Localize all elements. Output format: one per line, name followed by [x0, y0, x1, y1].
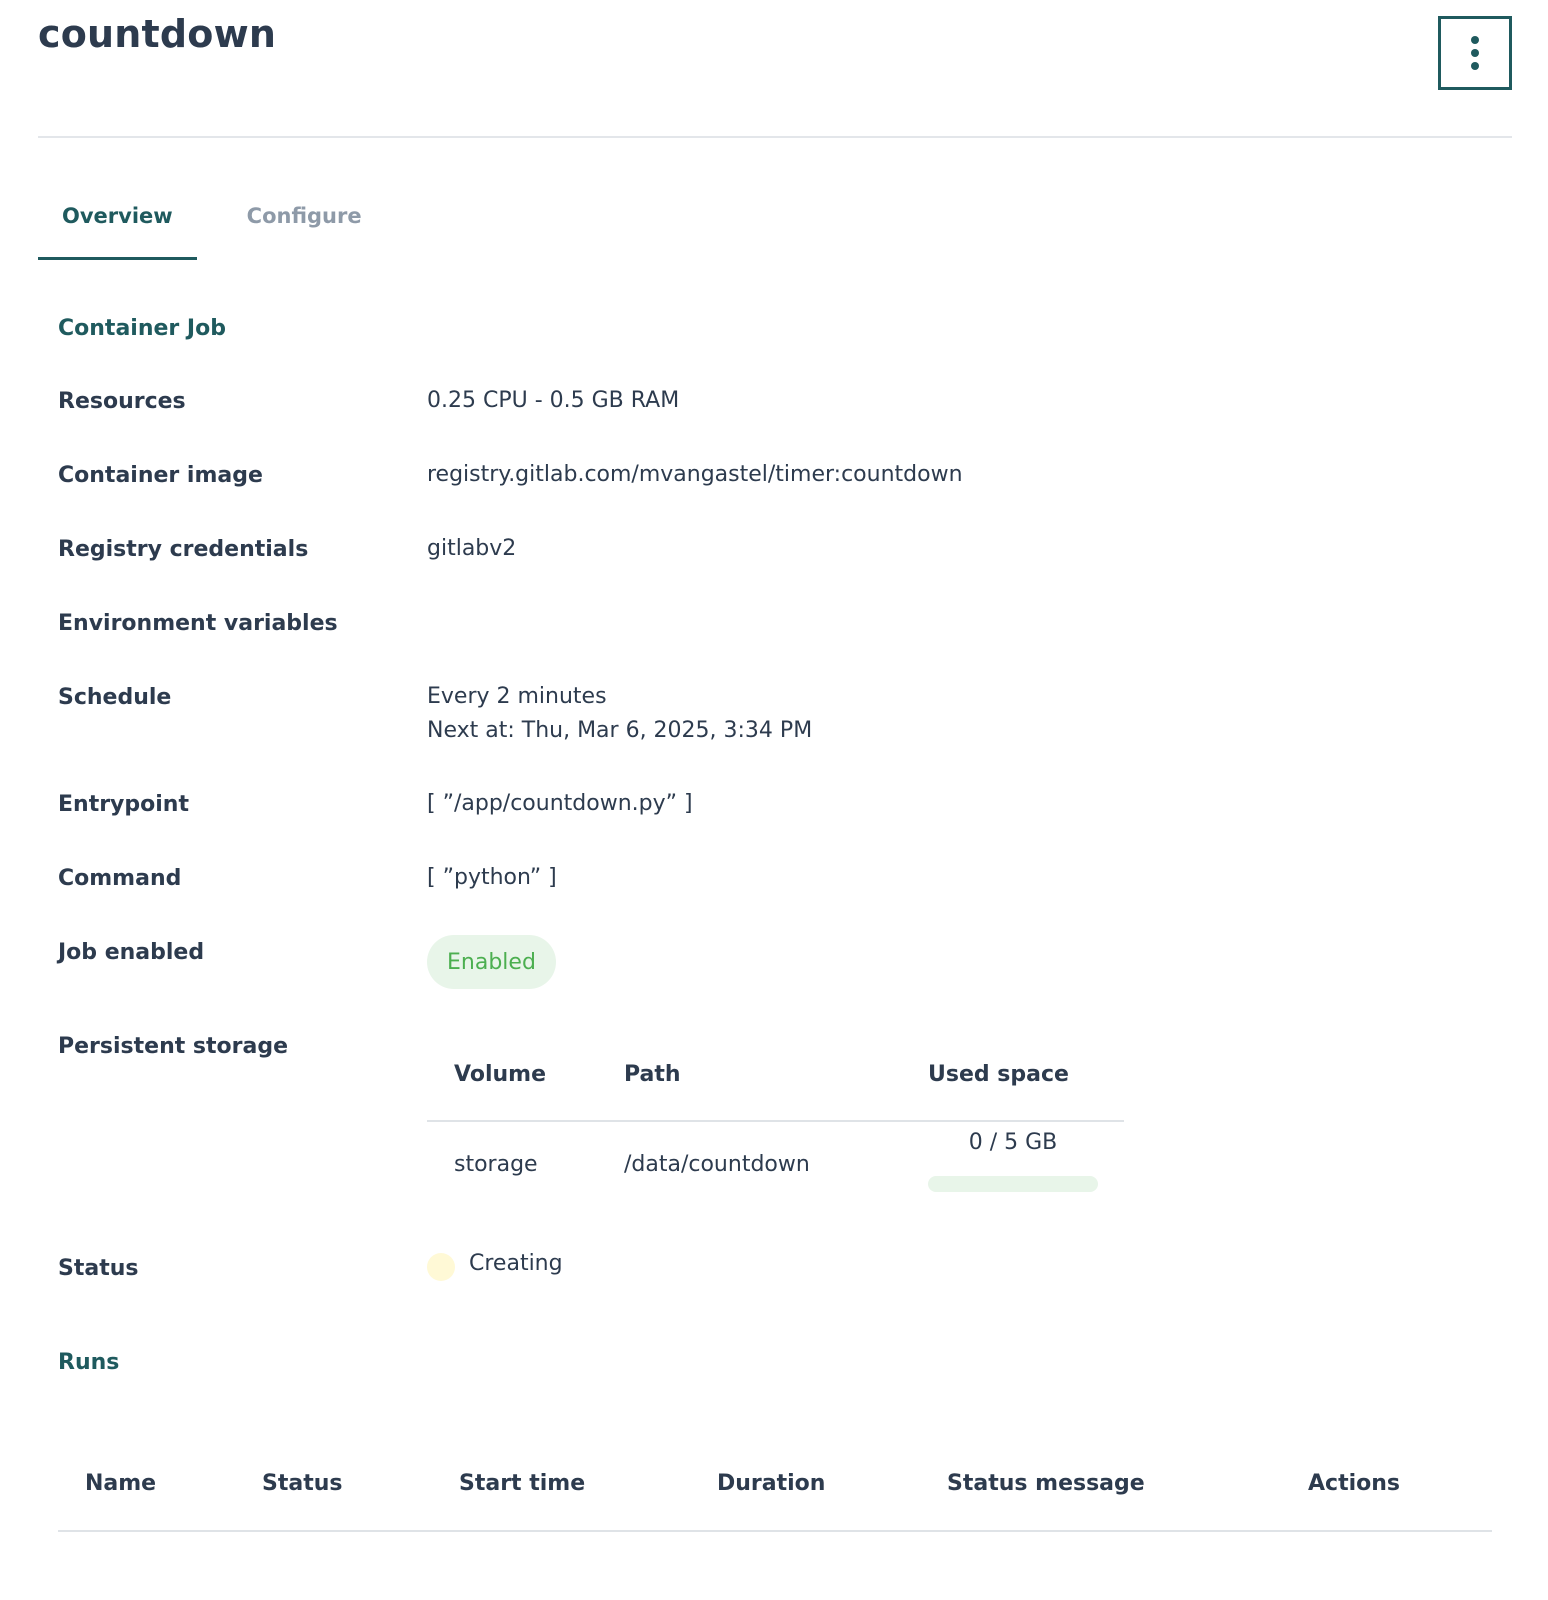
storage-usage-bar: [928, 1176, 1098, 1192]
storage-column-used-space: Used space: [928, 1062, 1069, 1087]
storage-header-divider: [427, 1120, 1124, 1122]
container-image-label: Container image: [58, 463, 263, 488]
status-indicator-dot: [427, 1253, 455, 1281]
schedule-next-run: Next at: Thu, Mar 6, 2025, 3:34 PM: [427, 718, 813, 743]
runs-header-divider: [58, 1530, 1492, 1532]
more-vertical-icon: [1471, 49, 1479, 57]
runs-column-name: Name: [85, 1471, 157, 1496]
registry-credentials-value: gitlabv2: [427, 536, 517, 561]
more-vertical-icon: [1471, 36, 1479, 44]
resources-value: 0.25 CPU - 0.5 GB RAM: [427, 388, 680, 413]
schedule-value: Every 2 minutes: [427, 684, 607, 709]
command-value: [ ”python” ]: [427, 865, 557, 890]
storage-row-volume: storage: [454, 1152, 538, 1177]
runs-column-status-message: Status message: [947, 1471, 1145, 1496]
container-image-value: registry.gitlab.com/mvangastel/timer:countdown: [427, 462, 963, 487]
section-heading-runs: Runs: [58, 1350, 120, 1375]
storage-column-volume: Volume: [454, 1062, 546, 1087]
tab-bar: [38, 190, 386, 260]
runs-column-duration: Duration: [717, 1471, 826, 1496]
status-value: Creating: [469, 1251, 563, 1276]
job-enabled-label: Job enabled: [58, 940, 205, 965]
environment-variables-label: Environment variables: [58, 611, 338, 636]
storage-row-path: /data/countdown: [624, 1152, 810, 1177]
resources-label: Resources: [58, 389, 186, 414]
tab-configure[interactable]: Configure: [246, 204, 362, 228]
entrypoint-value: [ ”/app/countdown.py” ]: [427, 791, 693, 816]
status-label: Status: [58, 1256, 139, 1281]
page-title: countdown: [38, 12, 277, 56]
registry-credentials-label: Registry credentials: [58, 537, 309, 562]
more-options-button[interactable]: [1438, 16, 1512, 90]
storage-row-used-space: 0 / 5 GB: [968, 1130, 1058, 1155]
runs-column-actions: Actions: [1308, 1471, 1400, 1496]
runs-column-status: Status: [262, 1471, 343, 1496]
storage-column-path: Path: [624, 1062, 681, 1087]
tab-overview[interactable]: Overview: [38, 190, 197, 260]
command-label: Command: [58, 866, 182, 891]
entrypoint-label: Entrypoint: [58, 792, 189, 817]
runs-column-start-time: Start time: [459, 1471, 586, 1496]
section-heading-container-job: Container Job: [58, 316, 226, 341]
header-divider: [38, 136, 1512, 138]
persistent-storage-label: Persistent storage: [58, 1034, 288, 1059]
schedule-label: Schedule: [58, 685, 172, 710]
enabled-badge: Enabled: [427, 935, 556, 989]
more-vertical-icon: [1471, 62, 1479, 70]
